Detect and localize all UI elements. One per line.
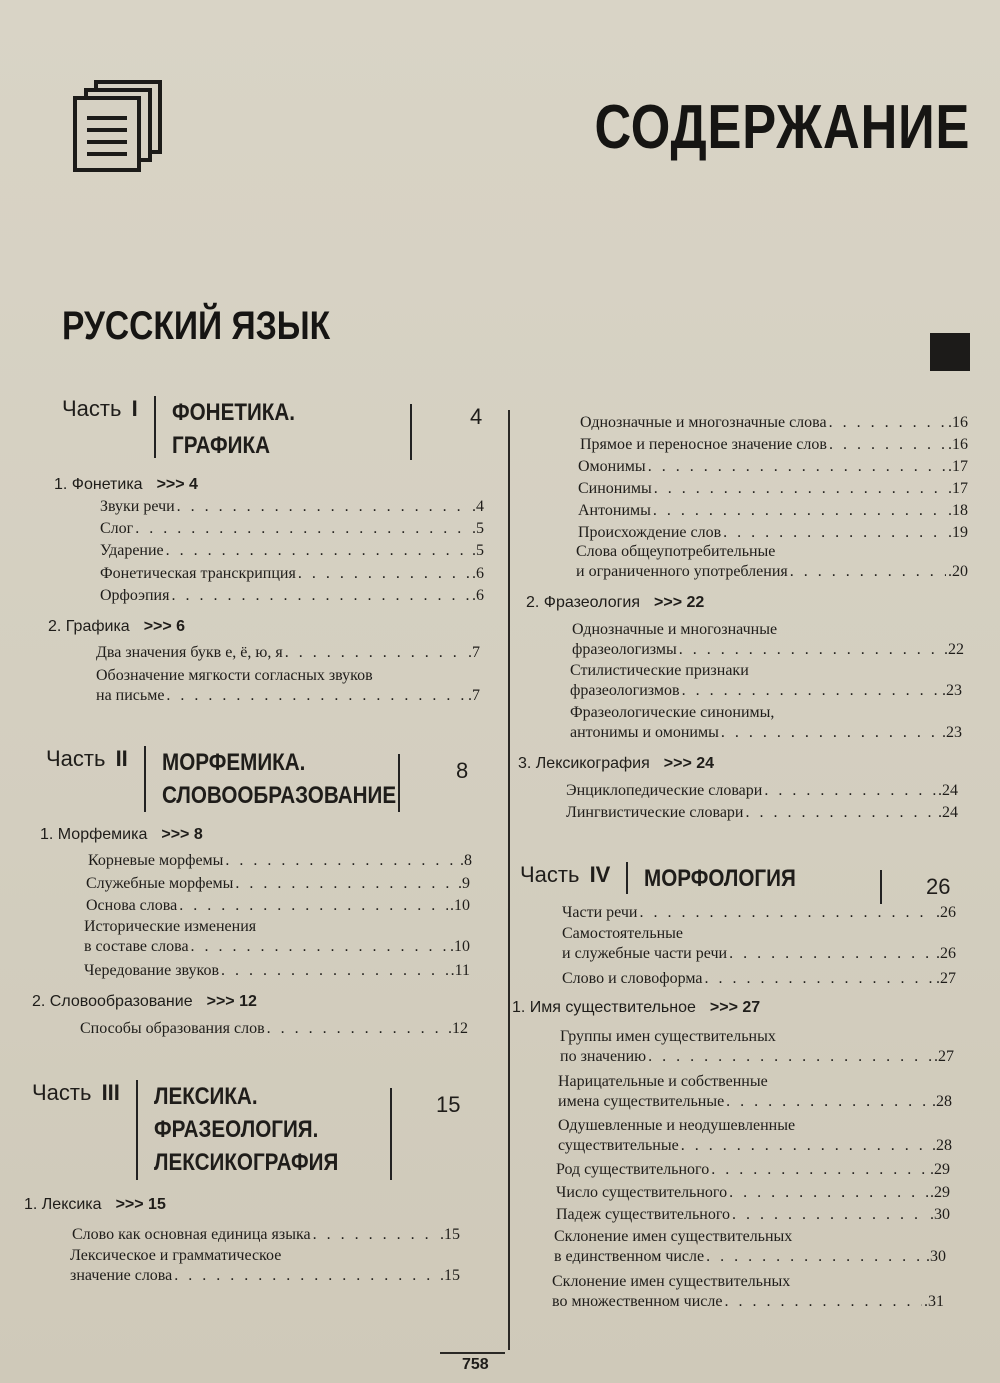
toc-entry[interactable]	[558, 1116, 952, 1156]
entry-text: по значению	[560, 1048, 647, 1065]
section-title: 1. Морфемика	[40, 826, 148, 843]
entry-text: Самостоятельные	[562, 925, 684, 942]
leader-dots	[721, 723, 940, 743]
part-label: Часть	[62, 396, 122, 421]
page-number: 758	[462, 1356, 489, 1373]
part-numeral: III	[101, 1080, 120, 1105]
entry-page: .7	[468, 687, 480, 704]
entry-text: Способы образования слов	[80, 1020, 265, 1037]
entry-text: Склонение имен существительных	[552, 1273, 791, 1290]
part-title-line: ЛЕКСИКОГРАФИЯ	[153, 1149, 339, 1176]
entry-text: Фонетическая транскрипция	[100, 565, 296, 582]
toc-entry[interactable]	[556, 1205, 950, 1225]
leader-dots	[746, 803, 937, 823]
entry-page: .18	[948, 502, 968, 519]
entry-text: во множественном числе	[552, 1293, 723, 1310]
toc-entry[interactable]	[580, 435, 968, 455]
entry-page: .17	[948, 458, 968, 475]
entry-page: .7	[468, 644, 480, 661]
toc-entry[interactable]	[578, 523, 968, 543]
section-ref: >>> 22	[654, 594, 705, 611]
entry-text: Однозначные и многозначные	[572, 621, 778, 638]
part-label: Часть	[520, 862, 580, 887]
toc-entry[interactable]	[100, 541, 484, 561]
entry-page: .4	[472, 498, 484, 515]
toc-entry[interactable]	[554, 1227, 946, 1267]
entry-text: Склонение имен существительных	[554, 1228, 793, 1245]
leader-dots	[764, 781, 936, 801]
entry-text: Лексическое и грамматическое	[70, 1247, 282, 1264]
part-numeral: II	[115, 746, 128, 771]
toc-entry[interactable]	[72, 1225, 460, 1245]
entry-text: Слог	[100, 520, 134, 537]
entry-text: Падеж существительного	[556, 1206, 730, 1223]
leader-dots	[177, 497, 470, 517]
entry-page: .5	[472, 520, 484, 537]
leader-dots	[221, 961, 449, 981]
toc-entry[interactable]	[556, 1183, 950, 1203]
entry-text: Род существительного	[556, 1161, 710, 1178]
entry-page: .26	[936, 945, 956, 962]
section-title: 2. Графика	[48, 618, 130, 635]
entry-page: .10	[450, 897, 470, 914]
entry-page: .10	[450, 938, 470, 955]
entry-text: антонимы и омонимы	[570, 724, 719, 741]
leader-dots	[711, 1160, 928, 1180]
entry-text: имена существительные	[558, 1093, 725, 1110]
part-title-line: ФОНЕТИКА.	[171, 399, 295, 426]
section-ref: >>> 27	[709, 999, 761, 1016]
section-title: 2. Фразеология	[526, 594, 641, 611]
part-bar	[154, 396, 156, 458]
toc-entry[interactable]	[578, 501, 968, 521]
toc-entry[interactable]	[570, 661, 962, 701]
toc-entry[interactable]	[578, 479, 968, 499]
documents-icon	[70, 78, 165, 173]
entry-page: .24	[938, 804, 958, 821]
entry-page: .12	[448, 1020, 468, 1037]
leader-dots	[829, 413, 946, 433]
leader-dots	[285, 643, 466, 663]
entry-text: Части речи	[562, 904, 638, 921]
leader-dots	[174, 1266, 438, 1286]
part-label: Часть	[32, 1080, 92, 1105]
part-bar-end	[410, 404, 412, 460]
entry-page: .6	[472, 587, 484, 604]
part-page: 8	[456, 758, 469, 783]
toc-entry[interactable]	[580, 413, 968, 433]
entry-text: Стилистические признаки	[570, 662, 749, 679]
entry-page: .6	[472, 565, 484, 582]
leader-dots	[732, 1205, 928, 1225]
entry-page: .29	[930, 1161, 950, 1178]
entry-text: Два значения букв е, ё, ю, я	[96, 644, 283, 661]
entry-text: фразеологизмов	[570, 682, 680, 699]
entry-text: Исторические изменения	[84, 918, 257, 935]
section-title: 2. Словообразование	[32, 993, 193, 1010]
part-page: 26	[926, 874, 951, 899]
section-heading	[512, 999, 760, 1017]
toc-entry[interactable]	[100, 564, 484, 584]
section-ref: >>> 6	[143, 618, 186, 635]
leader-dots	[648, 1047, 932, 1067]
leader-dots	[225, 851, 458, 871]
column-divider	[508, 410, 510, 1350]
page-title: СОДЕРЖАНИЕ	[594, 93, 970, 162]
toc-entry[interactable]	[100, 497, 484, 517]
entry-page: .16	[948, 436, 968, 453]
toc-entry[interactable]	[96, 643, 480, 663]
toc-entry[interactable]	[70, 1246, 460, 1286]
entry-text: Слова общеупотребительные	[576, 543, 776, 560]
section-heading	[40, 826, 203, 844]
entry-page: .28	[932, 1093, 952, 1110]
toc-entry[interactable]	[84, 961, 470, 981]
leader-dots	[681, 1136, 930, 1156]
entry-text: существительные	[558, 1137, 679, 1154]
part-heading	[62, 396, 315, 458]
bleed-through-text	[420, 140, 540, 230]
entry-page: .11	[450, 962, 470, 979]
part-title-line: МОРФОЛОГИЯ	[644, 865, 797, 892]
entry-text: Прямое и переносное значение слов	[580, 436, 827, 453]
part-title-line: МОРФЕМИКА.	[161, 749, 306, 776]
part-page: 15	[436, 1092, 461, 1117]
toc-entry[interactable]	[84, 917, 470, 957]
section-heading	[54, 476, 198, 494]
corner-marker	[930, 333, 970, 371]
toc-entry[interactable]	[578, 457, 968, 477]
entry-page: .27	[936, 970, 956, 987]
entry-page: .23	[942, 682, 962, 699]
entry-page: .15	[440, 1226, 460, 1243]
leader-dots	[267, 1019, 446, 1039]
entry-text: Лингвистические словари	[566, 804, 744, 821]
leader-dots	[171, 586, 470, 606]
leader-dots	[704, 969, 934, 989]
section-ref: >>> 12	[206, 993, 257, 1010]
section-heading	[518, 755, 714, 773]
entry-page: .30	[926, 1248, 946, 1265]
entry-text: фразеологизмы	[572, 641, 677, 658]
leader-dots	[729, 944, 934, 964]
entry-text: Обозначение мягкости согласных звуков	[96, 667, 373, 684]
leader-dots	[313, 1225, 438, 1245]
entry-text: Слово и словоформа	[562, 970, 703, 987]
toc-entry[interactable]	[562, 903, 956, 923]
entry-text: Омонимы	[578, 458, 646, 475]
leader-dots	[706, 1247, 924, 1267]
part-title-line: ГРАФИКА	[171, 432, 270, 459]
toc-entry[interactable]	[570, 703, 962, 743]
entry-text: Группы имен существительных	[560, 1028, 776, 1045]
part-label: Часть	[46, 746, 106, 771]
entry-text: Фразеологические синонимы,	[570, 704, 775, 721]
entry-page: .26	[936, 904, 956, 921]
toc-entry[interactable]	[88, 851, 472, 871]
leader-dots	[829, 435, 946, 455]
entry-page: .15	[440, 1267, 460, 1284]
leader-dots	[298, 564, 470, 584]
leader-dots	[653, 501, 946, 521]
leader-dots	[135, 519, 470, 539]
entry-text: Число существительного	[556, 1184, 728, 1201]
leader-dots	[726, 1092, 930, 1112]
leader-dots	[639, 903, 934, 923]
toc-entry[interactable]	[80, 1019, 468, 1039]
section-ref: >>> 15	[115, 1196, 166, 1213]
section-title: 3. Лексикография	[518, 755, 650, 772]
entry-page: .28	[932, 1137, 952, 1154]
toc-entry[interactable]	[560, 1027, 954, 1067]
entry-text: Корневые морфемы	[88, 852, 224, 869]
section-ref: >>> 8	[161, 826, 203, 843]
toc-entry[interactable]	[96, 666, 480, 706]
part-bar-end	[880, 870, 882, 904]
toc-entry[interactable]	[86, 874, 470, 894]
entry-text: Энциклопедические словари	[566, 782, 763, 799]
entry-page: .19	[948, 524, 968, 541]
entry-page: .8	[460, 852, 472, 869]
entry-text: и ограниченного употребления	[576, 563, 788, 580]
part-title-line: ЛЕКСИКА.	[153, 1083, 258, 1110]
leader-dots	[166, 686, 466, 706]
entry-page: .23	[942, 724, 962, 741]
section-title: 1. Имя существительное	[512, 999, 696, 1016]
toc-entry[interactable]	[562, 969, 956, 989]
entry-text: Однозначные и многозначные слова	[580, 414, 827, 431]
entry-text: Одушевленные и неодушевленные	[558, 1117, 796, 1134]
part-heading	[32, 1080, 368, 1180]
part-bar-end	[398, 754, 400, 812]
entry-text: Антонимы	[578, 502, 651, 519]
section-ref: >>> 24	[663, 755, 715, 772]
leader-dots	[790, 562, 946, 582]
part-page: 4	[470, 404, 483, 429]
part-bar	[144, 746, 146, 812]
entry-page: .16	[948, 414, 968, 431]
toc-entry[interactable]	[572, 620, 964, 660]
leader-dots	[179, 896, 448, 916]
entry-text: Основа слова	[86, 897, 178, 914]
section-heading	[526, 594, 704, 612]
entry-page: .31	[924, 1293, 944, 1310]
part-numeral: I	[131, 396, 138, 421]
toc-entry[interactable]	[100, 519, 484, 539]
toc-entry[interactable]	[576, 542, 968, 582]
part-heading	[520, 862, 821, 894]
column-divider-foot	[440, 1352, 505, 1354]
part-numeral: IV	[589, 862, 611, 887]
section-heading	[32, 993, 257, 1011]
entry-page: .27	[934, 1048, 954, 1065]
entry-page: .5	[472, 542, 484, 559]
entry-text: Нарицательные и собственные	[558, 1073, 768, 1090]
entry-text: и служебные части речи	[562, 945, 728, 962]
entry-text: Чередование звуков	[84, 962, 220, 979]
toc-entry[interactable]	[566, 781, 958, 801]
toc-entry[interactable]	[566, 803, 958, 823]
entry-text: Ударение	[100, 542, 164, 559]
leader-dots	[648, 457, 946, 477]
section-heading	[24, 1196, 166, 1214]
entry-page: .30	[930, 1206, 950, 1223]
entry-text: Служебные морфемы	[86, 875, 234, 892]
entry-text: значение слова	[70, 1267, 173, 1284]
entry-page: .22	[944, 641, 964, 658]
toc-entry[interactable]	[552, 1272, 944, 1312]
toc-entry[interactable]	[556, 1160, 950, 1180]
leader-dots	[729, 1183, 928, 1203]
entry-text: Происхождение слов	[578, 524, 722, 541]
toc-entry[interactable]	[558, 1072, 952, 1112]
toc-entry[interactable]	[562, 924, 956, 964]
part-title-line: СЛОВООБРАЗОВАНИЕ	[161, 782, 396, 809]
entry-text: в составе слова	[84, 938, 189, 955]
leader-dots	[682, 681, 940, 701]
leader-dots	[723, 523, 946, 543]
toc-entry[interactable]	[100, 586, 484, 606]
leader-dots	[166, 541, 470, 561]
subject-title: РУССКИЙ ЯЗЫК	[62, 304, 331, 348]
entry-text: Слово как основная единица языка	[72, 1226, 311, 1243]
leader-dots	[191, 937, 448, 957]
entry-page: .29	[930, 1184, 950, 1201]
leader-dots	[679, 640, 942, 660]
leader-dots	[235, 874, 456, 894]
part-heading	[46, 746, 434, 812]
part-title-line: ФРАЗЕОЛОГИЯ.	[153, 1116, 319, 1143]
leader-dots	[654, 479, 946, 499]
entry-text: на письме	[96, 687, 165, 704]
toc-entry[interactable]	[86, 896, 470, 916]
leader-dots	[724, 1292, 922, 1312]
section-ref: >>> 4	[156, 476, 198, 493]
section-title: 1. Лексика	[24, 1196, 102, 1213]
part-bar-end	[390, 1088, 392, 1180]
section-title: 1. Фонетика	[54, 476, 143, 493]
part-bar	[626, 862, 628, 894]
entry-text: Орфоэпия	[100, 587, 170, 604]
entry-text: Синонимы	[578, 480, 652, 497]
entry-page: .9	[458, 875, 470, 892]
entry-page: .17	[948, 480, 968, 497]
entry-text: в единственном числе	[554, 1248, 705, 1265]
section-heading	[48, 618, 185, 636]
entry-page: .20	[948, 563, 968, 580]
part-bar	[136, 1080, 138, 1180]
entry-text: Звуки речи	[100, 498, 175, 515]
entry-page: .24	[938, 782, 958, 799]
